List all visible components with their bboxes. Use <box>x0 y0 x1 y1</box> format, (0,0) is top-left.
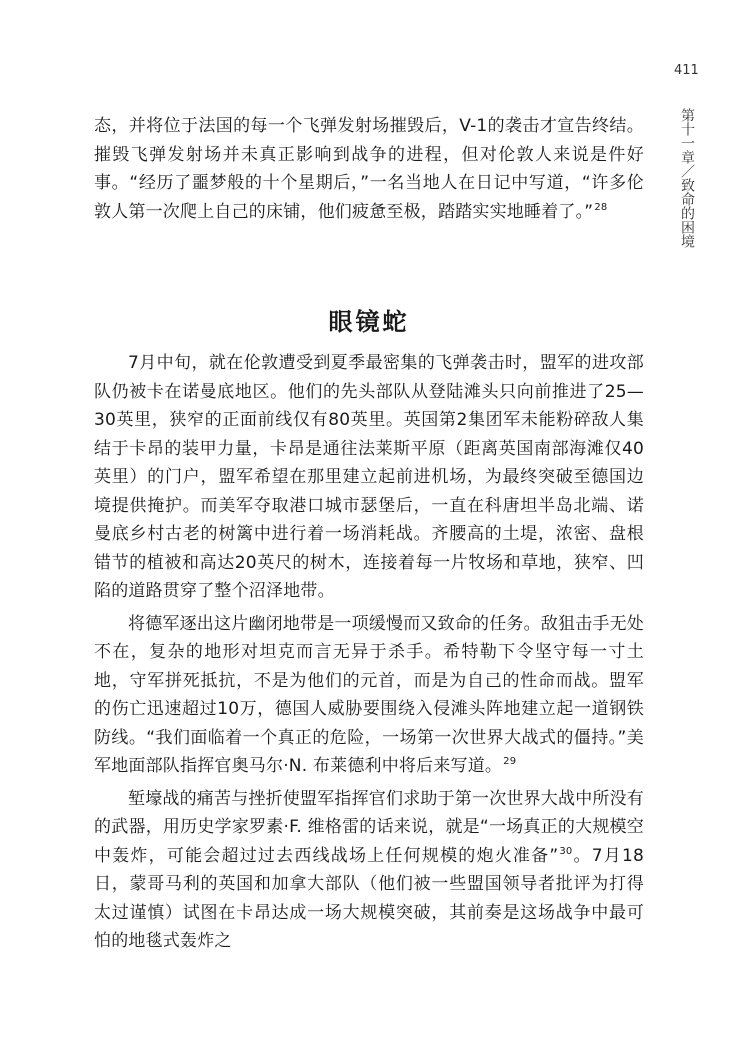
section-title: 眼镜蛇 <box>328 308 410 336</box>
paragraph <box>94 785 644 956</box>
paragraph <box>94 349 644 606</box>
paragraph-text: 。7月18日，蒙哥马利的英国和加拿大部队（他们被一些盟国领导者批评为打得太过谨慎）试图在卡昂达成一场大规模突破，其前奏是这场战争中最可怕的地毯式轰炸之 <box>94 845 644 951</box>
paragraph-text: 堑壕战的痛苦与挫折使盟军指挥官们求助于第一次世界大战中所没有的武器，用历史学家罗素·F. 维格雷的话来说，就是“一场真正的大规模空中轰炸，可能会超过过去西线战场上任何规模的炮火准备” <box>94 788 644 866</box>
page-body <box>94 112 644 956</box>
paragraph-text: 将德军逐出这片幽闭地带是一项缓慢而又致命的任务。敌狙击手无处不在，复杂的地形对坦克而言无异于杀手。希特勒下令坚守每一寸土地，守军拼死抵抗，不是为他们的元首，而是为自己的性命而战。盟军的伤亡迅速超过10万，德国人威胁要围绕入侵滩头阵地建立起一道钢铁防线。“我们面临着一个真正的危险，一场第一次世界大战式的僵持。”美军地面部队指挥官奥马尔·N. 布莱德利中将后来写道。 <box>94 613 644 776</box>
running-head: 第十一章／致命的困境 <box>679 108 695 248</box>
endnote-marker: 29 <box>503 756 517 768</box>
endnote-marker: 28 <box>594 201 608 213</box>
paragraph-text: 态，并将位于法国的每一个飞弹发射场摧毁后，V-1的袭击才宣告终结。摧毁飞弹发射场并未真正影响到战争的进程，但对伦敦人来说是件好事。“经历了噩梦般的十个星期后，”一名当地人在日记中写道，“许多伦敦人第一次爬上自己的床铺，他们疲惫至极，踏踏实实地睡着了。” <box>94 116 644 222</box>
paragraph-continued <box>94 112 644 226</box>
page-number: 411 <box>674 63 699 78</box>
endnote-marker: 30 <box>559 845 573 857</box>
paragraph <box>94 610 644 781</box>
paragraph-text: 7月中旬，就在伦敦遭受到夏季最密集的飞弹袭击时，盟军的进攻部队仍被卡在诺曼底地区。他们的先头部队从登陆滩头只向前推进了25—30英里，狭窄的正面前线仅有80英里。英国第2集团军未能粉碎敌人集结于卡昂的装甲力量，卡昂是通往法莱斯平原（距离英国南部海滩仅40英里）的门户，盟军希望在那里建立起前进机场，为最终突破至德国边境提供掩护。而美军夺取港口城市瑟堡后，一直在科唐坦半岛北端、诺曼底乡村古老的树篱中进行着一场消耗战。齐腰高的土堤，浓密、盘根错节的植被和高达20英尺的树木，连接着每一片牧场和草地，狭窄、凹陷的道路贯穿了整个沼泽地带。 <box>94 353 644 601</box>
